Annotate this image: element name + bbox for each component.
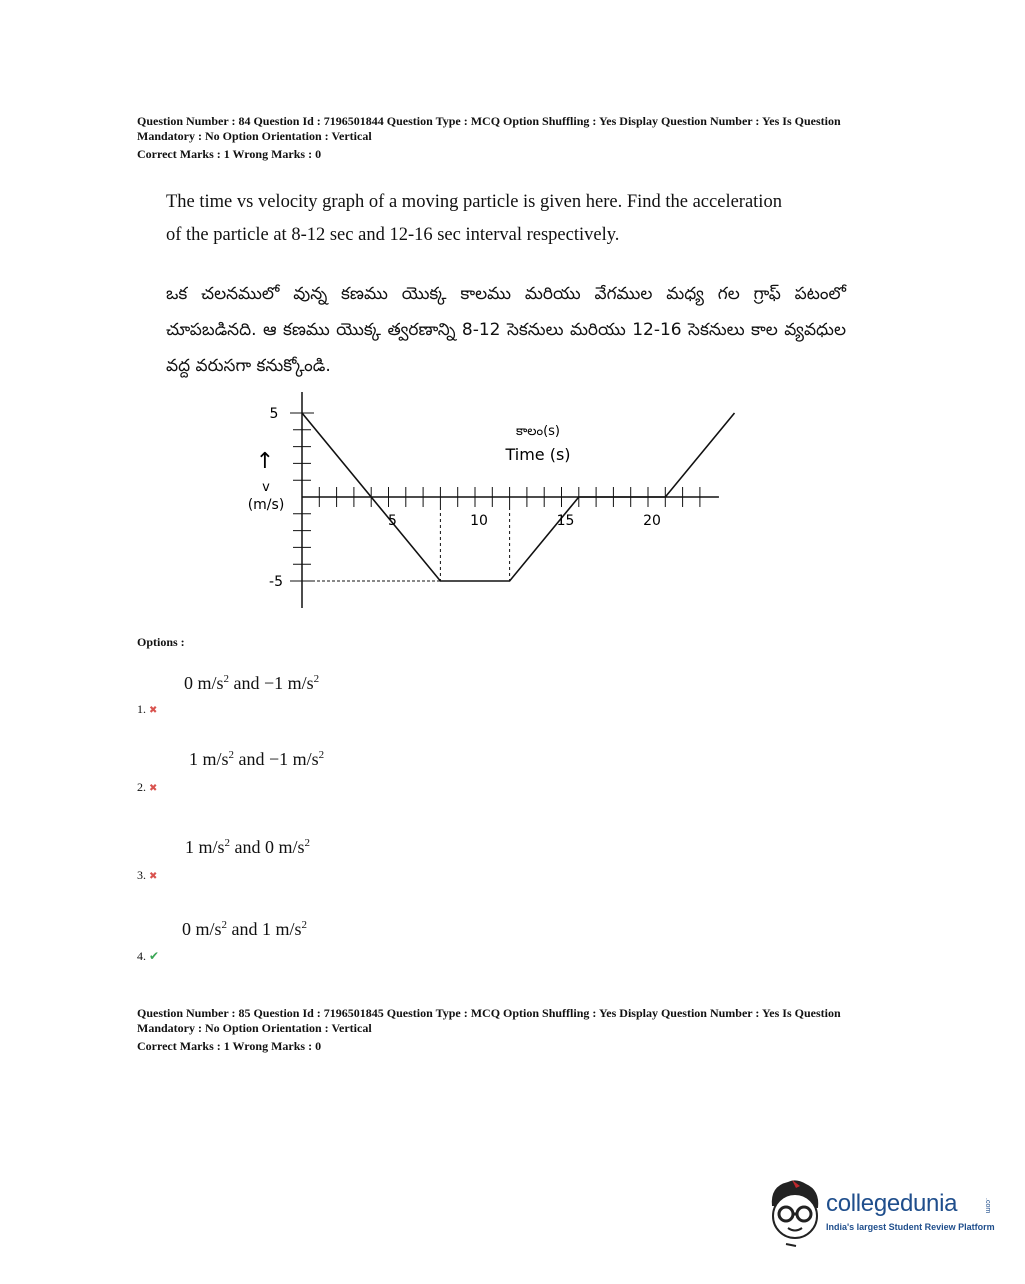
x-tick-label: 20 — [643, 513, 661, 529]
collegedunia-logo — [766, 1178, 996, 1248]
velocity-time-graph — [240, 390, 740, 615]
question-en-line2: of the particle at 8-12 sec and 12-16 sec interval respectively. — [166, 225, 620, 245]
q85-meta-line2: Mandatory : No Option Orientation : Vertical — [137, 1021, 372, 1035]
options-label: Options : — [137, 635, 185, 649]
x-axis-title-telugu: కాలం(s) — [516, 424, 560, 439]
option-2-number: 2. ✖ — [137, 780, 158, 794]
x-tick-labels — [388, 513, 661, 529]
logo-tagline: India's largest Student Review Platform — [826, 1222, 995, 1232]
wrong-mark-icon: ✖ — [149, 705, 158, 716]
q84-meta-line1: Question Number : 84 Question Id : 7196501844 Question Type : MCQ Option Shuffling : Yes Display Question Number : Yes Is Question — [137, 114, 841, 128]
y-axis-arrow: ↑ — [255, 449, 275, 474]
option-1-number: 1. ✖ — [137, 702, 158, 716]
option-2-text[interactable]: 1 $m/s^2$ and −1 $m/s^2$ — [189, 749, 325, 769]
option-4-text[interactable]: 0 $m/s^2$ and 1 $m/s^2$ — [182, 919, 308, 939]
option-3-number: 3. ✖ — [137, 868, 158, 882]
y-tick-label-5: 5 — [269, 406, 279, 422]
option-4-number: 4. ✔ — [137, 949, 160, 963]
wrong-mark-icon: ✖ — [149, 783, 158, 794]
question-en-line1: The time vs velocity graph of a moving particle is given here. Find the acceleration — [166, 192, 782, 212]
logo-dotcom: .com — [984, 1198, 991, 1214]
y-axis-unit-label: (m/s) — [247, 497, 285, 513]
q85-marks: Correct Marks : 1 Wrong Marks : 0 — [137, 1039, 322, 1053]
correct-check-icon: ✔ — [149, 949, 160, 963]
x-tick-label: 10 — [470, 513, 488, 529]
y-axis-v-label: v — [262, 480, 270, 495]
option-1-text[interactable]: 0 $m/s^2$ and −1 $m/s^2$ — [184, 673, 320, 693]
x-tick-label: 5 — [388, 513, 397, 529]
question-text-telugu: ఒక చలనములో వున్న కణము యొక్క కాలము మరియు వేగముల మధ్య గల గ్రాఫ్ పటంలో చూపబడినది. ఆ కణము యొక్క త్వరణాన్ని 8-12 సెకనులు మరియు 12-16 సెకనులు కాల వ్యవధుల వద్ద వరుసగా కనుక్కోండి. — [166, 284, 846, 376]
mascot-icon — [766, 1178, 824, 1248]
question-85-metadata — [137, 1006, 907, 1054]
logo-wordmark: collegedunia — [826, 1190, 958, 1217]
option-3-text[interactable]: 1 $m/s^2$ and 0 $m/s^2$ — [185, 837, 311, 857]
x-tick-label: 15 — [556, 513, 575, 529]
question-84-metadata — [137, 114, 907, 162]
q84-meta-line2: Mandatory : No Option Orientation : Vertical — [137, 129, 372, 143]
q85-meta-line1: Question Number : 85 Question Id : 7196501845 Question Type : MCQ Option Shuffling : Yes Display Question Number : Yes Is Question — [137, 1006, 841, 1020]
wrong-mark-icon: ✖ — [149, 871, 158, 882]
q84-marks: Correct Marks : 1 Wrong Marks : 0 — [137, 147, 322, 161]
graph-axes — [302, 392, 719, 608]
y-tick-label-neg5: -5 — [269, 574, 283, 590]
x-axis-title: Time (s) — [505, 445, 571, 464]
question-text-english — [166, 186, 846, 252]
